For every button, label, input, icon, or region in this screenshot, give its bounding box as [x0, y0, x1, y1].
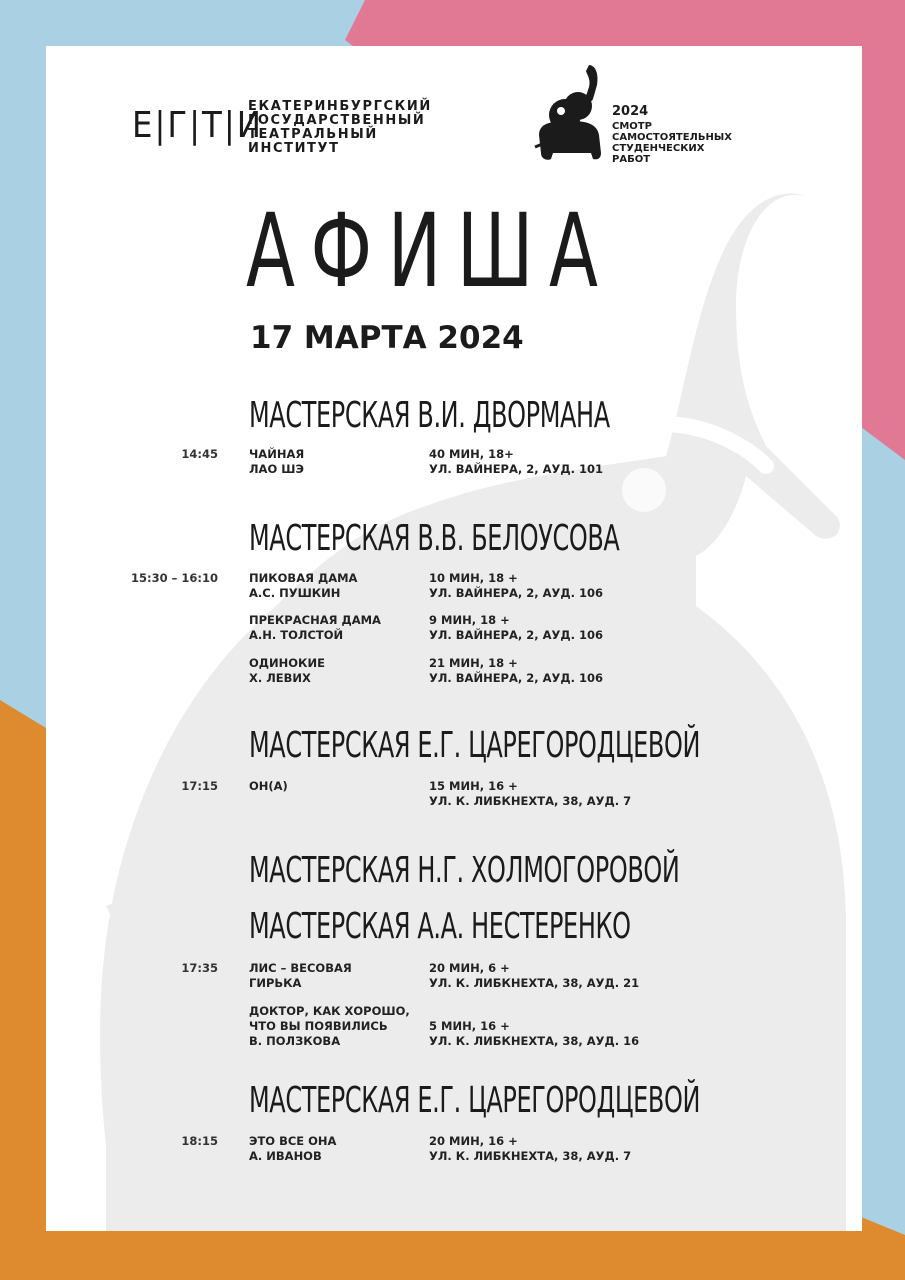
review-year: 2024 [612, 104, 649, 119]
show-name-line: ЧАЙНАЯ [249, 447, 305, 461]
show-time: 14:45 [181, 447, 218, 461]
show-info [429, 1134, 631, 1164]
show-info [429, 961, 639, 991]
show-duration: 10 МИН, 18 + [429, 571, 518, 585]
show-address: УЛ. К. ЛИБКНЕХТА, 38, АУД. 7 [429, 794, 632, 808]
show-address: УЛ. ВАЙНЕРА, 2, АУД. 106 [429, 586, 604, 600]
show-name-line: ОН(А) [249, 779, 288, 793]
institute-name [248, 100, 432, 156]
workshop-title: МАСТЕРСКАЯ Е.Г. ЦАРЕГОРОДЦЕВОЙ [249, 1080, 701, 1121]
workshop-title: МАСТЕРСКАЯ А.А. НЕСТЕРЕНКО [249, 906, 631, 947]
show-duration: 9 МИН, 18 + [429, 613, 510, 627]
show-address: УЛ. К. ЛИБКНЕХТА, 38, АУД. 16 [429, 1034, 640, 1048]
show-name-line: ЧТО ВЫ ПОЯВИЛИСЬ [249, 1019, 388, 1033]
elephant-logo-icon [531, 63, 611, 163]
institute-line: ТЕАТРАЛЬНЫЙ [248, 127, 378, 142]
show-info [429, 656, 603, 686]
show-info [429, 1019, 639, 1049]
review-title [612, 104, 732, 165]
show-name-line: ЛИС – ВЕСОВАЯ [249, 961, 352, 975]
page-title: АФИША [246, 192, 614, 311]
show-name [249, 571, 357, 601]
workshop-title: МАСТЕРСКАЯ В.В. БЕЛОУСОВА [249, 518, 620, 559]
show-name [249, 1004, 410, 1049]
show-duration: 20 МИН, 6 + [429, 961, 510, 975]
show-address: УЛ. К. ЛИБКНЕХТА, 38, АУД. 7 [429, 1149, 632, 1163]
show-info [429, 779, 631, 809]
show-info [429, 447, 603, 477]
show-address: УЛ. ВАЙНЕРА, 2, АУД. 106 [429, 671, 604, 685]
show-name [249, 779, 288, 794]
workshop-title: МАСТЕРСКАЯ В.И. ДВОРМАНА [249, 395, 610, 436]
institute-line: ЕКАТЕРИНБУРГСКИЙ [248, 99, 432, 114]
show-address: УЛ. ВАЙНЕРА, 2, АУД. 106 [429, 628, 604, 642]
show-author-line: А.С. ПУШКИН [249, 586, 341, 600]
event-date: 17 МАРТА 2024 [250, 320, 524, 356]
show-name-line: ПИКОВАЯ ДАМА [249, 571, 358, 585]
show-name [249, 1134, 336, 1164]
review-line: САМОСТОЯТЕЛЬНЫХ [612, 132, 732, 143]
show-duration: 5 МИН, 16 + [429, 1019, 510, 1033]
show-duration: 21 МИН, 18 + [429, 656, 518, 670]
poster-card [46, 46, 862, 1231]
show-duration: 40 МИН, 18+ [429, 447, 514, 461]
show-author-line: ГИРЬКА [249, 976, 302, 990]
show-name [249, 613, 381, 643]
show-name [249, 656, 325, 686]
show-name-line: ЭТО ВСЕ ОНА [249, 1134, 337, 1148]
show-address: УЛ. К. ЛИБКНЕХТА, 38, АУД. 21 [429, 976, 640, 990]
show-author-line: А. ИВАНОВ [249, 1149, 322, 1163]
show-duration: 20 МИН, 16 + [429, 1134, 518, 1148]
show-time: 17:35 [181, 961, 218, 975]
show-info [429, 613, 603, 643]
egti-logo: Е|Г|Т|И [132, 105, 263, 146]
show-name-line: ПРЕКРАСНАЯ ДАМА [249, 613, 381, 627]
review-line: РАБОТ [612, 154, 651, 165]
show-name [249, 961, 352, 991]
institute-line: ИНСТИТУТ [248, 141, 340, 156]
review-line: СТУДЕНЧЕСКИХ [612, 143, 705, 154]
workshop-title: МАСТЕРСКАЯ Н.Г. ХОЛМОГОРОВОЙ [249, 850, 680, 891]
show-name [249, 447, 304, 477]
show-author-line: ЛАО ШЭ [249, 462, 304, 476]
show-author-line: В. ПОЛЗКОВА [249, 1034, 341, 1048]
workshop-title: МАСТЕРСКАЯ Е.Г. ЦАРЕГОРОДЦЕВОЙ [249, 725, 701, 766]
institute-line: ГОСУДАРСТВЕННЫЙ [248, 113, 426, 128]
show-name-line: ОДИНОКИЕ [249, 656, 325, 670]
show-name-line: ДОКТОР, КАК ХОРОШО, [249, 1004, 410, 1018]
show-time: 18:15 [181, 1134, 218, 1148]
show-address: УЛ. ВАЙНЕРА, 2, АУД. 101 [429, 462, 604, 476]
show-time: 17:15 [181, 779, 218, 793]
review-line: СМОТР [612, 121, 652, 132]
show-author-line: Х. ЛЕВИХ [249, 671, 311, 685]
show-author-line: А.Н. ТОЛСТОЙ [249, 628, 344, 642]
show-duration: 15 МИН, 16 + [429, 779, 518, 793]
show-info [429, 571, 603, 601]
show-time: 15:30 – 16:10 [131, 571, 218, 585]
